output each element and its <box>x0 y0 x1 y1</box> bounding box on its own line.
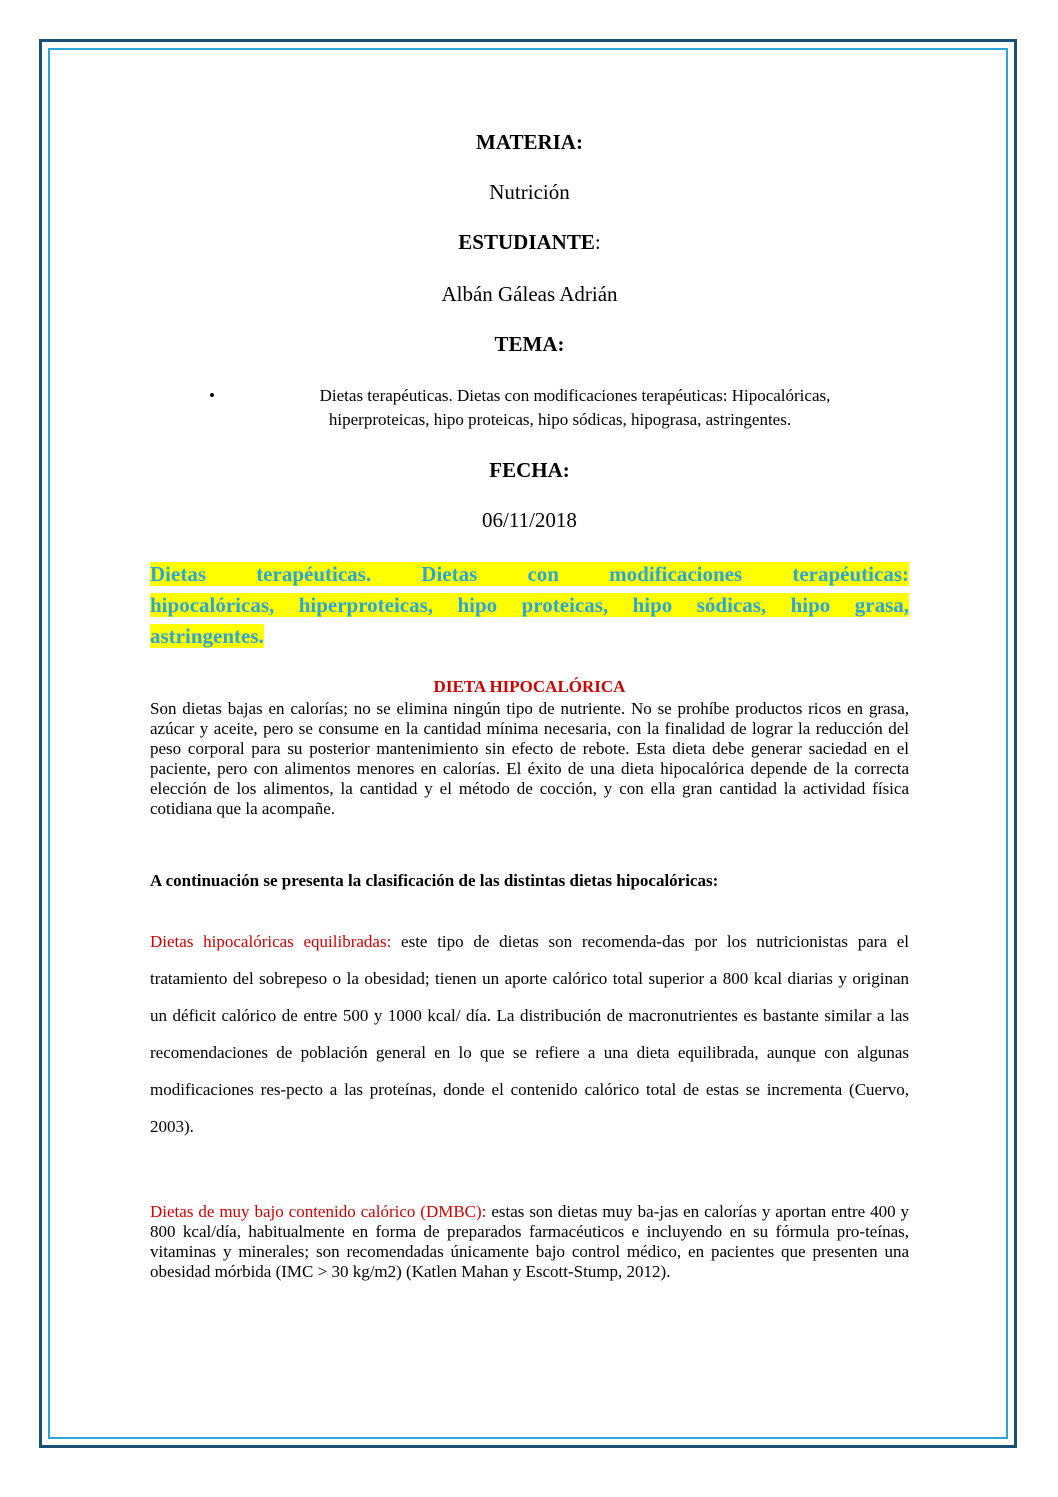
dmbc-term: Dietas de muy bajo contenido calórico (DMBC): <box>150 1202 487 1221</box>
equilibradas-paragraph <box>150 923 909 1145</box>
estudiante-value: Albán Gáleas Adrián <box>441 282 618 306</box>
bullet-icon: • <box>209 386 215 405</box>
tema-label: TEMA: <box>494 332 565 356</box>
tema-line-1: Dietas terapéuticas. Dietas con modificaciones terapéuticas: Hipocalóricas, <box>319 386 831 405</box>
highlighted-title <box>150 559 909 652</box>
intro-paragraph: Son dietas bajas en calorías; no se elimina ningún tipo de nutriente. No se prohíbe productos ricos en grasa, azúcar y aceite, pero se consume en la cantidad mínima necesaria, con la finalidad de lograr la reducción del peso corporal para su posterior mantenimiento sin efecto de rebote. Esta dieta debe generar saciedad en el paciente, pero con alimentos menores en calorías. El éxito de una dieta hipocalórica depende de la correcta elección de los alimentos, la cantidad y el método de cocción, y con ella gran cantidad la actividad física cotidiana que la acompañe. <box>150 699 909 818</box>
estudiante-heading <box>150 230 909 255</box>
equilibradas-term: Dietas hipocalóricas equilibradas: <box>150 932 392 951</box>
classification-heading: A continuación se presenta la clasificación de las distintas dietas hipocalóricas: <box>150 871 719 890</box>
dmbc-paragraph <box>150 1202 909 1282</box>
materia-label: MATERIA: <box>476 130 583 154</box>
fecha-value: 06/11/2018 <box>482 508 577 532</box>
headline-line-2: hipocalóricas, hiperproteicas, hipo proteicas, hipo sódicas, hipo grasa, <box>150 593 909 617</box>
headline-line-3: astringentes. <box>150 624 264 648</box>
estudiante-label: ESTUDIANTE <box>458 230 595 254</box>
tema-line-2: hiperproteicas, hipo proteicas, hipo sódicas, hipograsa, astringentes. <box>328 410 792 429</box>
fecha-label: FECHA: <box>489 458 570 482</box>
materia-value: Nutrición <box>489 180 570 204</box>
headline-line-1: Dietas terapéuticas. Dietas con modificaciones terapéuticas: <box>150 562 909 586</box>
estudiante-colon: : <box>594 230 601 254</box>
equilibradas-text: este tipo de dietas son recomenda-das por los nutricionistas para el tratamiento del sobrepeso o la obesidad; tienen un aporte calórico total superior a 800 kcal diarias y originan un déficit calórico de entre 500 y 1000 kcal/ día. La distribución de macronutrientes es bastante similar a las recomendaciones de población general en lo que se refiere a una dieta equilibrada, aunque con algunas modificaciones res-pecto a las proteínas, donde el contenido calórico total de estas se incrementa (Cuervo, 2003). <box>150 932 909 1136</box>
section-title: DIETA HIPOCALÓRICA <box>433 677 626 696</box>
dmbc-text: estas son dietas muy ba-jas en calorías y aportan entre 400 y 800 kcal/día, habitualmente en forma de preparados farmacéuticos e incluyendo en su fórmula pro-teínas, vitaminas y minerales; son recomendadas únicamente bajo control médico, en pacientes que presenten una obesidad mórbida (IMC > 30 kg/m2) (Katlen Mahan y Escott-Stump, 2012). <box>150 1202 909 1281</box>
tema-list-item <box>210 384 910 432</box>
